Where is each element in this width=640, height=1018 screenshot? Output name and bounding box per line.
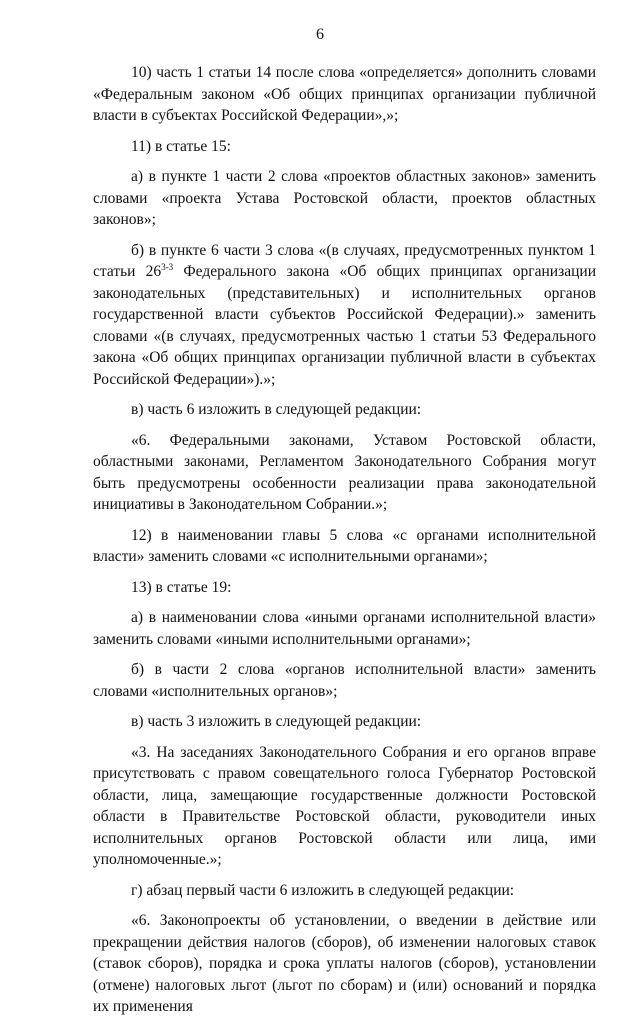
article-superscript: 3-3 <box>161 262 174 272</box>
paragraph-item-13a: а) в наименовании слова «иными органами исполнительной власти» заменить словами «иными исполнительными органами»; <box>93 609 596 648</box>
paragraph-item-10: 10) часть 1 статьи 14 после слова «определяется» дополнить словами «Федеральным законом «Об общих принципах организации публичной власти в субъектах Российской Федерации»,»; <box>93 64 596 124</box>
paragraph-11b-text-end: Федерального закона «Об общих принципах организации законодательных (представительных) и исполнительных органов государственной власти субъектов Российской Федерации).» заменить словами «(в случаях, предусмотренных частью 1 статьи 53 Федерального закона «Об общих принципах организации публичной власти в субъектах Российской Федерации»).»; <box>93 263 596 388</box>
paragraph-item-11: 11) в статье 15: <box>131 137 231 155</box>
quoted-amendment-part-6-continuing: «6. Законопроекты об установлении, о введении в действие или прекращении действия налогов (сборов), об изменении налоговых ставок (ставок сборов), порядка и срока уплаты налогов (сборов), установлении (отмене) налоговых льгот (льгот по сборам) и (или) оснований и порядка их применения <box>93 912 596 1015</box>
page-number: 6 <box>316 26 324 43</box>
paragraph-item-11v: в) часть 6 изложить в следующей редакции: <box>131 401 422 418</box>
paragraph-item-13b: б) в части 2 слова «органов исполнительной власти» заменить словами «исполнительных органов»; <box>93 661 596 700</box>
paragraph-item-12: 12) в наименовании главы 5 слова «с органами исполнительной власти» заменить словами «с исполнительными органами»; <box>93 526 596 565</box>
quoted-amendment-part-6: «6. Федеральными законами, Уставом Ростовской области, областными законами, Регламентом Законодательного Собрания могут быть предусмотрены особенности реализации права законодательной инициативы в Законодательном Собрании.»; <box>93 431 596 513</box>
paragraph-item-13: 13) в статье 19: <box>131 578 232 596</box>
document-body <box>93 62 596 1015</box>
paragraph-11b-text-start: б) в пункте 6 части 3 слова «(в случаях, предусмотренных пунктом 1 статьи 26 <box>93 241 596 280</box>
paragraph-item-11a: а) в пункте 1 части 2 слова «проектов областных законов» заменить словами «проекта Устава Ростовской области, проектов областных законов»; <box>93 168 596 228</box>
paragraph-item-13v: в) часть 3 изложить в следующей редакции: <box>131 713 422 730</box>
paragraph-item-13g: г) абзац первый части 6 изложить в следующей редакции: <box>131 881 515 899</box>
quoted-amendment-part-3: «3. На заседаниях Законодательного Собрания и его органов вправе присутствовать с правом совещательного голоса Губернатор Ростовской области, лица, замещающие государственные должности Ростовской области в Правительстве Ростовской области, руководители иных исполнительных органов Ростовской области или лица, ими уполномоченные.»; <box>93 743 596 868</box>
paragraph-item-11b <box>93 240 596 391</box>
